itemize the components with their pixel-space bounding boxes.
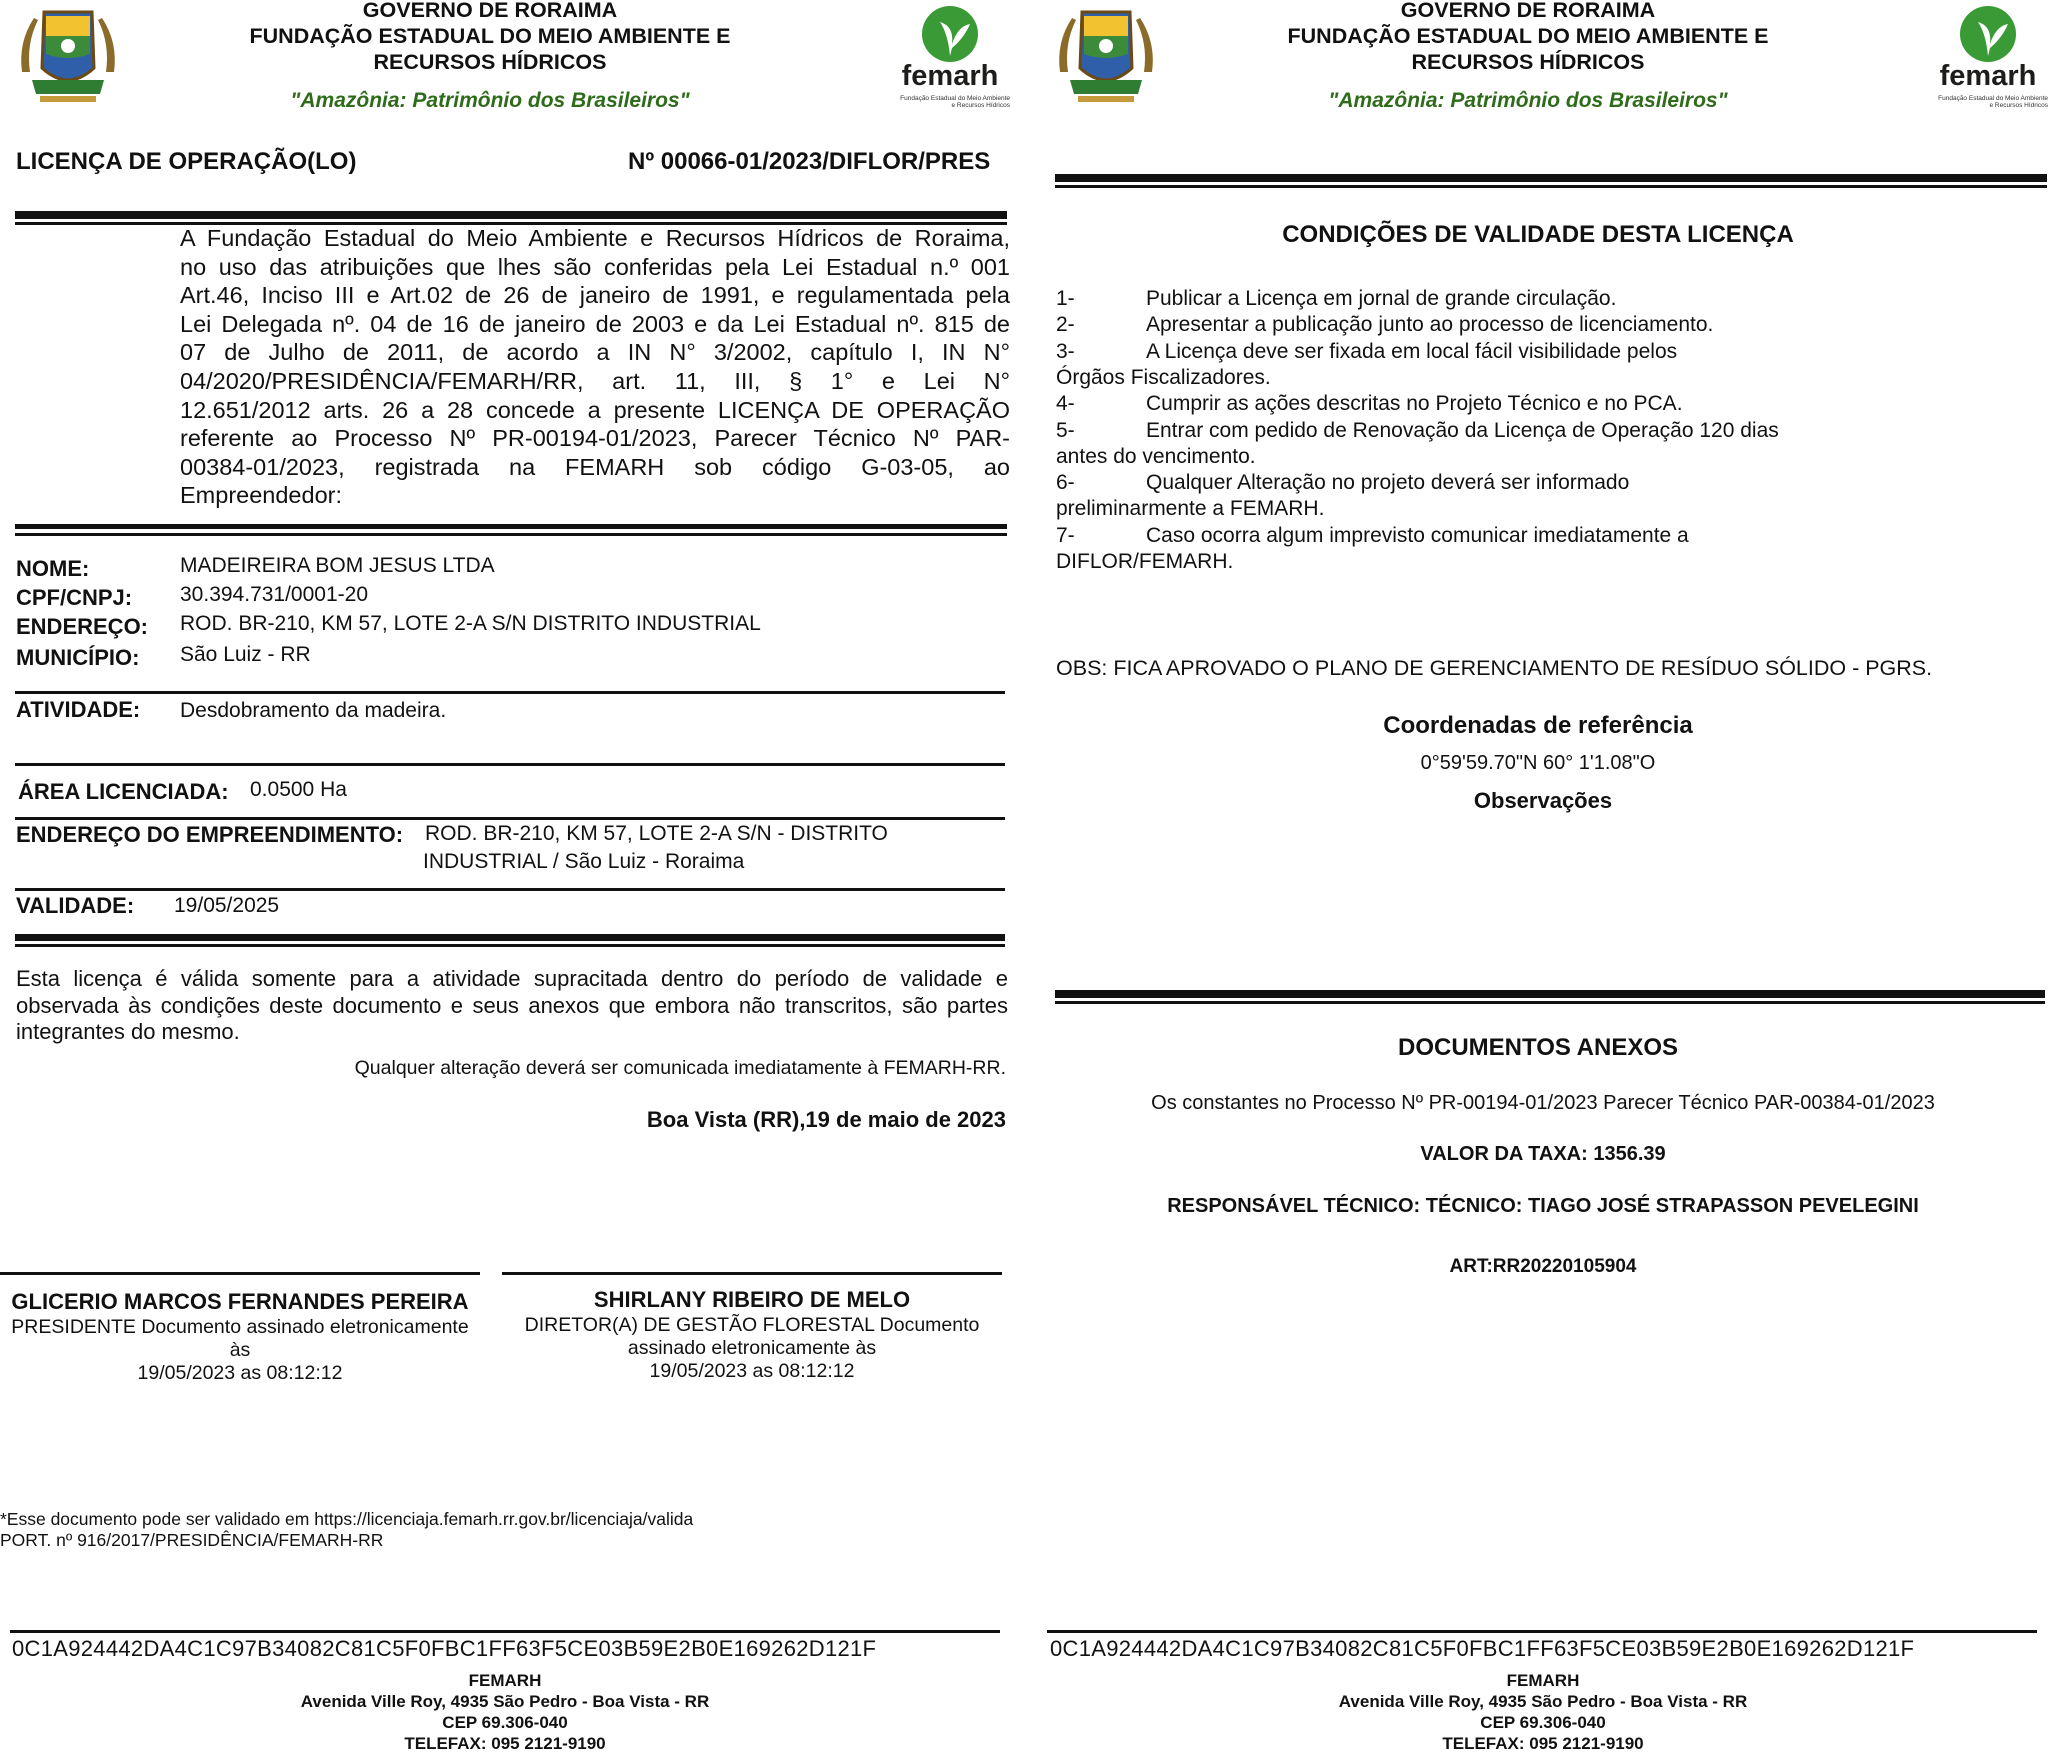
divider-thick (15, 211, 1007, 219)
intro-line: 04/2020/PRESIDÊNCIA/FEMARH/RR, art. 11, III, § 1° e Lei N° (180, 367, 1010, 394)
header-line1: GOVERNO DE RORAIMA (362, 0, 618, 22)
divider-line (1047, 1630, 2037, 1633)
divider-line (15, 691, 1005, 694)
license-title: LICENÇA DE OPERAÇÃO(LO) (16, 148, 357, 175)
divider-thick (15, 934, 1005, 941)
footer-org: FEMARH (1506, 1671, 1580, 1690)
intro-line: 12.651/2012 arts. 26 a 28 concede a presente LICENÇA DE OPERAÇÃO (180, 396, 1010, 423)
condition-item (1056, 286, 1616, 312)
signature-timestamp: 19/05/2023 as 08:12:12 (649, 1360, 855, 1382)
conditions-title: CONDIÇÕES DE VALIDADE DESTA LICENÇA (1282, 221, 1794, 248)
condition-text-cont: antes do vencimento. (1056, 444, 1256, 468)
area-label: ÁREA LICENCIADA: (18, 779, 229, 804)
coordinates-title: Coordenadas de referência (1383, 712, 1693, 739)
condition-number: 2- (1056, 313, 1075, 337)
header-line2: FUNDAÇÃO ESTADUAL DO MEIO AMBIENTE E (249, 24, 731, 48)
condition-text: A Licença deve ser fixada em local fácil visibilidade pelos (1146, 339, 1678, 363)
intro-line: no uso das atribuições que lhes são conferidas pela Lei Estadual n.º 001 (180, 253, 1010, 280)
divider-thin (15, 944, 1005, 947)
divider-line (10, 1630, 1000, 1633)
pgrs-observation: OBS: FICA APROVADO O PLANO DE GERENCIAMENTO DE RESÍDUO SÓLIDO - PGRS. (1056, 656, 1933, 680)
validity-line: Esta licença é válida somente para a atividade supracitada dentro do período de validade e (16, 966, 1008, 991)
divider-thin (1055, 1001, 2045, 1004)
header-line3: RECURSOS HÍDRICOS (373, 50, 607, 74)
validity-label: VALIDADE: (16, 893, 135, 918)
activity-label: ATIVIDADE: (16, 697, 141, 722)
divider-thin (15, 533, 1007, 536)
footer-address (1038, 1670, 2048, 1754)
technical-responsible: RESPONSÁVEL TÉCNICO: TÉCNICO: TIAGO JOSÉ STRAPASSON PEVELEGINI (1167, 1195, 1919, 1217)
enterprise-address-label: ENDEREÇO DO EMPREENDIMENTO: (16, 822, 404, 847)
license-page-conditions (1038, 0, 2048, 1753)
condition-item (1056, 523, 1689, 549)
document-hash: 0C1A924442DA4C1C97B34082C81C5F0FBC1FF63F5CE03B59E2B0E169262D121F (1050, 1636, 1915, 1661)
change-notice: Qualquer alteração deverá ser comunicada imediatamente à FEMARH-RR. (354, 1057, 1006, 1079)
femarh-logo (890, 4, 1010, 108)
condition-text-cont: DIFLOR/FEMARH. (1056, 550, 1234, 573)
signatory-name: GLICERIO MARCOS FERNANDES PEREIRA (11, 1289, 469, 1314)
place-date: Boa Vista (RR),19 de maio de 2023 (646, 1107, 1006, 1132)
validity-line: observada às condições deste documento e seus anexos que embora não transcritos, são partes (16, 992, 1008, 1018)
intro-line: 07 de Julho de 2011, de acordo a IN N° 3/2002, capítulo I, IN N° (180, 339, 1010, 366)
intro-line: Empreendedor: (180, 482, 342, 509)
field-label: ENDEREÇO: (16, 614, 149, 639)
condition-number: 1- (1056, 287, 1075, 310)
footer-cep: CEP 69.306-040 (442, 1713, 568, 1732)
validity-statement (16, 966, 1008, 1046)
condition-number: 7- (1056, 523, 1075, 547)
footer-address (0, 1670, 1010, 1754)
footer-phone: TELEFAX: 095 2121-9190 (1442, 1734, 1644, 1753)
field-label: MUNICÍPIO: (16, 645, 140, 670)
header-motto: "Amazônia: Patrimônio dos Brasileiros" (290, 89, 690, 112)
signatory-role-cont: às (229, 1339, 251, 1361)
signature-timestamp: 19/05/2023 as 08:12:12 (137, 1362, 343, 1384)
roraima-crest-icon (1052, 2, 1160, 110)
divider-line (15, 763, 1005, 766)
femarh-logo-sub1: Fundação Estadual do Meio Ambiente (1938, 95, 2048, 102)
divider-line (15, 888, 1005, 891)
intro-line: Art.46, Inciso III e Art.02 de 26 de janeiro de 1991, e regulamentada pela (180, 282, 1010, 309)
observations-title: Observações (1473, 788, 1613, 813)
signatory-role: DIRETOR(A) DE GESTÃO FLORESTAL Documento (524, 1314, 980, 1336)
condition-text: Qualquer Alteração no projeto deverá ser informado (1146, 471, 1630, 495)
header-line1: GOVERNO DE RORAIMA (1400, 0, 1656, 22)
field-label: NOME: (16, 556, 90, 581)
field-label: CPF/CNPJ: (16, 585, 133, 610)
signature-line (0, 1272, 480, 1275)
condition-text-cont: Órgãos Fiscalizadores. (1056, 365, 1271, 389)
condition-text: Apresentar a publicação junto ao processo de licenciamento. (1146, 313, 1714, 337)
validity-line: integrantes do mesmo. (16, 1019, 240, 1044)
header-line3: RECURSOS HÍDRICOS (1411, 50, 1645, 74)
condition-text: Entrar com pedido de Renovação da Licença de Operação 120 dias (1146, 418, 1779, 442)
condition-number: 3- (1056, 339, 1075, 363)
condition-text: Caso ocorra algum imprevisto comunicar imediatamente a (1146, 523, 1689, 547)
signatory-name: SHIRLANY RIBEIRO DE MELO (593, 1287, 911, 1312)
validation-note (0, 1509, 693, 1551)
intro-line: referente ao Processo Nº PR-00194-01/2023, Parecer Técnico Nº PAR- (180, 425, 1010, 452)
femarh-logo-sub1: Fundação Estadual do Meio Ambiente (900, 95, 1010, 102)
enterprise-address-line1: ROD. BR-210, KM 57, LOTE 2-A S/N - DISTRITO (425, 822, 888, 845)
divider-thick (1055, 990, 2045, 998)
femarh-logo-sub2: e Recursos Hídricos (1989, 102, 2048, 109)
fee-value: VALOR DA TAXA: 1356.39 (1420, 1143, 1666, 1165)
condition-text: Cumprir as ações descritas no Projeto Técnico e no PCA. (1146, 392, 1683, 416)
signature-line (502, 1272, 1002, 1275)
validation-url-text: *Esse documento pode ser validado em https://licenciaja.femarh.rr.gov.br/licenciaja/valida (0, 1509, 694, 1529)
femarh-leaf-icon (920, 4, 980, 64)
activity-value: Desdobramento da madeira. (180, 699, 447, 722)
divider-line (15, 817, 1005, 820)
header-motto: "Amazônia: Patrimônio dos Brasileiros" (1328, 89, 1728, 112)
signature-president (0, 1288, 480, 1385)
field-value: 30.394.731/0001-20 (180, 583, 369, 606)
footer-street: Avenida Ville Roy, 4935 São Pedro - Boa Vista - RR (1338, 1692, 1748, 1711)
divider-thin (1055, 185, 2047, 188)
footer-phone: TELEFAX: 095 2121-9190 (404, 1734, 606, 1753)
validity-date: 19/05/2025 (174, 894, 280, 917)
intro-line: A Fundação Estadual do Meio Ambiente e Recursos Hídricos de Roraima, (180, 225, 1010, 251)
art-number: ART:RR20220105904 (1449, 1256, 1637, 1277)
condition-text-cont: preliminarmente a FEMARH. (1056, 497, 1325, 521)
license-number: Nº 00066-01/2023/DIFLOR/PRES (628, 148, 991, 175)
condition-text: Publicar a Licença em jornal de grande circulação. (1146, 287, 1617, 310)
area-value: 0.0500 Ha (250, 778, 347, 801)
divider-thick (1055, 174, 2047, 182)
condition-item (1056, 339, 1677, 365)
footer-org: FEMARH (468, 1671, 542, 1690)
header-line2: FUNDAÇÃO ESTADUAL DO MEIO AMBIENTE E (1287, 24, 1769, 48)
license-intro-paragraph (180, 224, 1010, 510)
document-hash: 0C1A924442DA4C1C97B34082C81C5F0FBC1FF63F5CE03B59E2B0E169262D121F (12, 1636, 877, 1661)
femarh-logo (1928, 4, 2048, 108)
femarh-logo-text: femarh (1939, 60, 2037, 92)
signature-director (502, 1286, 1002, 1383)
femarh-leaf-icon (1958, 4, 2018, 64)
femarh-logo-text: femarh (901, 60, 999, 92)
condition-number: 5- (1056, 418, 1075, 442)
footer-street: Avenida Ville Roy, 4935 São Pedro - Boa Vista - RR (300, 1692, 710, 1711)
validation-portaria: PORT. nº 916/2017/PRESIDÊNCIA/FEMARH-RR (0, 1530, 384, 1550)
annexes-text: Os constantes no Processo Nº PR-00194-01/2023 Parecer Técnico PAR-00384-01/2023 (1151, 1092, 1935, 1114)
coordinates-value: 0°59'59.70"N 60° 1'1.08"O (1420, 752, 1656, 774)
intro-line: Lei Delegada nº. 04 de 16 de janeiro de 2003 e da Lei Estadual nº. 815 de (180, 310, 1010, 337)
signatory-role-cont: assinado eletronicamente às (627, 1337, 877, 1359)
roraima-crest-icon (14, 2, 122, 110)
enterprise-address-line2: INDUSTRIAL / São Luiz - Roraima (423, 850, 745, 873)
signatory-role: PRESIDENTE Documento assinado eletronicamente (11, 1316, 469, 1338)
condition-item (1056, 312, 1713, 338)
field-value: São Luiz - RR (180, 643, 311, 666)
condition-item (1056, 418, 1779, 444)
divider-thick (15, 524, 1007, 529)
field-value: ROD. BR-210, KM 57, LOTE 2-A S/N DISTRITO INDUSTRIAL (180, 612, 761, 635)
condition-item (1056, 470, 1629, 496)
annexes-title: DOCUMENTOS ANEXOS (1397, 1034, 1679, 1061)
footer-cep: CEP 69.306-040 (1480, 1713, 1606, 1732)
license-page-front (0, 0, 1024, 1753)
condition-item (1056, 391, 1683, 417)
intro-line: 00384-01/2023, registrada na FEMARH sob código G-03-05, ao (180, 453, 1010, 480)
femarh-logo-sub2: e Recursos Hídricos (951, 102, 1010, 109)
condition-number: 6- (1056, 471, 1075, 495)
condition-number: 4- (1056, 392, 1075, 416)
field-value: MADEIREIRA BOM JESUS LTDA (180, 554, 495, 577)
